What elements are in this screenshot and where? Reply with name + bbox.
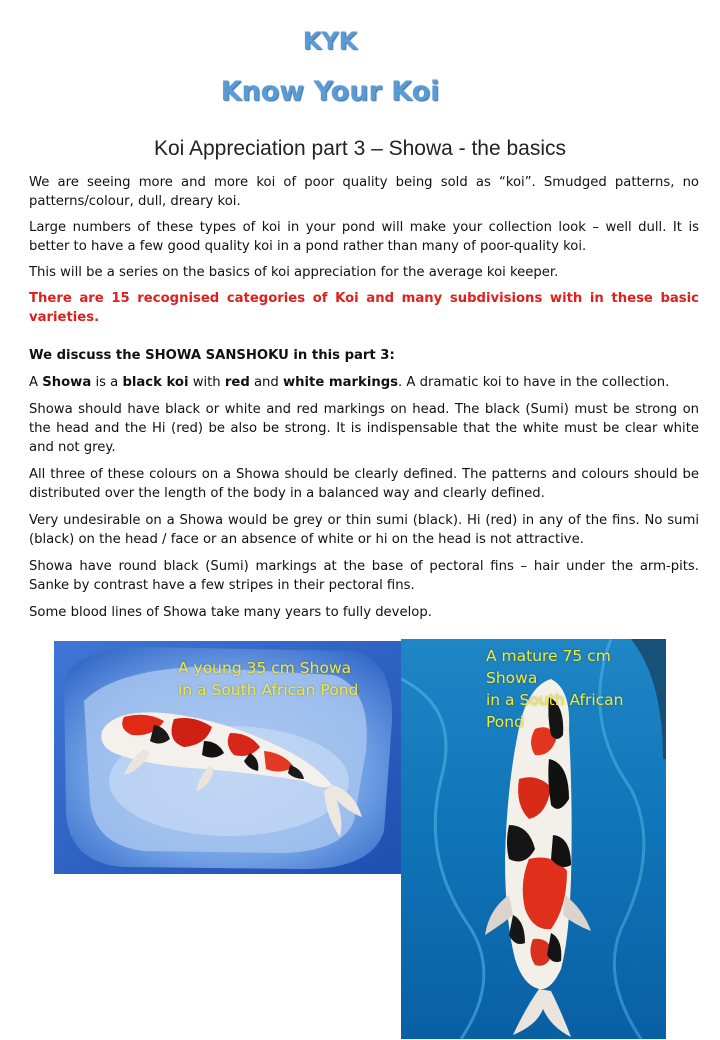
intro-paragraph-3: This will be a series on the basics of koi appreciation for the average koi keeper. [29,265,559,280]
mature-showa-photo [401,639,666,1039]
def-and: and [249,375,283,390]
colours-paragraph: All three of these colours on a Showa should be clearly defined. The patterns and colours should be distributed over the length of the body in a balanced way and clearly defined. [29,467,699,501]
def-with: with [188,375,225,390]
intro-block [29,173,699,327]
header-acronym: KYK [302,27,358,55]
undesirable-paragraph: Very undesirable on a Showa would be grey or thin sumi (black). Hi (red) in any of the fins. No sumi (black) on the head / face or an absence of white or hi on the head is not attractive. [29,513,699,547]
mature-caption-line-2: in a South African Pond [486,691,624,731]
mature-photo-caption [486,645,666,733]
young-caption-line-2: in a South African Pond [178,681,359,699]
intro-paragraph-2: Large numbers of these types of koi in your pond will make your collection look – well dull. It is better to have a few good quality koi in a pond rather than many of poor-quality koi. [29,220,699,254]
intro-paragraph-1: We are seeing more and more koi of poor quality being sold as “koi”. Smudged patterns, no patterns/colour, dull, dreary koi. [29,175,699,209]
bloodlines-paragraph: Some blood lines of Showa take many years to fully develop. [29,605,432,620]
fins-paragraph: Showa have round black (Sumi) markings at the base of pectoral fins – hair under the arm-pits. Sanke by contrast have a few stripes in their pectoral fins. [29,559,699,593]
young-showa-photo [54,641,402,874]
header-full-name: Know Your Koi [220,76,440,107]
young-photo-caption [178,657,358,701]
head-markings-paragraph: Showa should have black or white and red markings on head. The black (Sumi) must be strong on the head and the Hi (red) be also be strong. It is indispensable that the white must be clear white and not grey. [29,402,699,455]
mature-caption-line-1: A mature 75 cm Showa [486,647,611,687]
def-showa: Showa [42,375,92,390]
showa-section [29,346,699,622]
def-is-a: is a [91,375,123,390]
def-black-koi: black koi [122,375,189,390]
page-title: Koi Appreciation part 3 – Showa - the basics [153,137,567,160]
categories-highlight: There are 15 recognised categories of Koi and many subdivisions with in these basic varieties. [29,291,699,325]
def-white-markings: white markings [282,375,399,390]
def-rest: . A dramatic koi to have in the collection. [398,375,670,390]
def-a: A [29,375,43,390]
showa-definition [29,373,699,392]
young-caption-line-1: A young 35 cm Showa [178,659,352,677]
def-red: red [224,375,250,390]
section-heading: We discuss the SHOWA SANSHOKU in this part 3: [29,348,395,363]
